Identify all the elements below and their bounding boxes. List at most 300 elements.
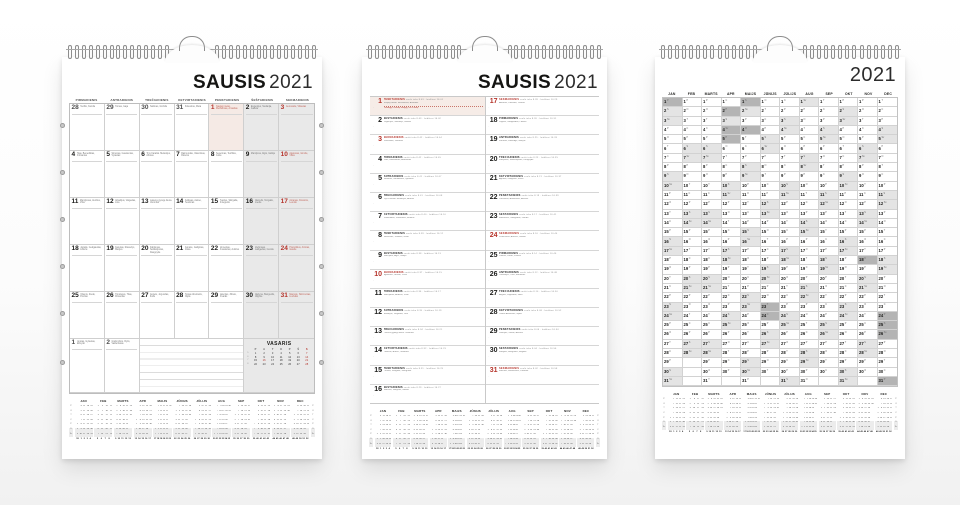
mini-day: 7	[452, 433, 454, 436]
mini-month-column	[800, 392, 817, 444]
weekday-letter: O	[705, 173, 708, 177]
moon-week-mark: ◦	[373, 279, 374, 282]
day-number: 23	[820, 303, 825, 309]
weekday-letter: P	[844, 322, 847, 326]
day-number: 17	[781, 247, 786, 253]
weekday-letter-column	[596, 409, 600, 461]
weekday-letter: P	[786, 266, 788, 270]
planner-day-cell	[741, 163, 761, 172]
mini-day: 27	[184, 433, 188, 438]
mini-day: 22	[222, 433, 225, 438]
mini-month-column	[467, 409, 484, 461]
day-number: 26	[839, 331, 845, 337]
mini-day: 24	[440, 438, 443, 443]
planner-day-cell	[800, 182, 820, 191]
mini-day: 29	[165, 428, 168, 433]
weekday-letter: T	[766, 303, 769, 307]
planner-day-cell	[683, 265, 703, 274]
day-number: 17	[761, 247, 767, 253]
day-number: 7	[664, 154, 667, 160]
day-number: 27	[820, 340, 825, 346]
mini-day: 30	[460, 443, 463, 448]
weekday-letter: T	[688, 312, 691, 316]
day-cell-head	[246, 105, 277, 115]
day-number: 30	[820, 368, 825, 374]
mini-day: 15	[864, 398, 867, 401]
weekday-letter: S	[666, 108, 669, 112]
weekday-letter: T	[597, 424, 599, 427]
weekday-letter: P	[883, 377, 886, 381]
day-number: 25	[859, 322, 864, 328]
planner-day-cell	[702, 219, 722, 228]
planner-day-cell	[761, 117, 784, 126]
mini-day: 22	[533, 424, 536, 427]
day-number: 11	[722, 192, 727, 198]
mini-day: 20	[496, 419, 499, 422]
mini-month-table	[485, 415, 502, 447]
day-number: 25	[71, 292, 79, 299]
binding-loops-right	[213, 45, 318, 59]
wire-loop-icon	[137, 45, 141, 59]
mini-month-name: MAIJS	[451, 409, 462, 413]
mini-day: 23	[773, 407, 776, 410]
mini-day: 10	[137, 428, 141, 433]
hanger-hook-icon	[455, 33, 515, 59]
planner-day-cell	[839, 117, 862, 126]
day-cell-head	[72, 199, 103, 209]
wire-loop-icon	[236, 45, 240, 59]
planner-day-cell	[663, 293, 683, 302]
mini-day: 10	[526, 433, 529, 436]
day-number: 29	[781, 359, 786, 365]
planner-day-cell	[800, 117, 823, 126]
mini-day: 29	[515, 443, 518, 448]
wire-loop-icon	[810, 45, 814, 59]
mini-day: 29	[720, 398, 723, 401]
day-number: 19	[800, 266, 806, 272]
day-number: 24	[859, 312, 864, 318]
day-cell	[140, 292, 175, 339]
mini-month-table	[114, 405, 132, 437]
week-number: 30	[207, 438, 210, 441]
week-number: 48	[578, 448, 581, 451]
planner-day-cell	[780, 200, 800, 209]
name-days: Genovaitė, Viltautas	[383, 140, 404, 143]
day-number: 18	[820, 257, 825, 263]
mini-day: 15	[419, 415, 422, 417]
day-entry-body	[499, 252, 597, 269]
weekday-and-sun: PIRMADIENIS saulė teka 8.26 · leidžiasi 16.31	[499, 117, 557, 121]
name-days: Grabnyčios. Rytis, Valdemaras	[111, 340, 131, 346]
weekday-letter: Sv	[844, 377, 848, 381]
day-number: 1	[71, 339, 76, 346]
week-number: 13	[134, 438, 138, 441]
weekday-letter: Sv	[727, 322, 731, 326]
mini-day	[165, 433, 171, 441]
mini-day: 24	[166, 405, 169, 407]
weekday-letter: P	[883, 182, 886, 186]
day-number: 27	[489, 289, 498, 297]
mini-day: 26	[302, 433, 306, 438]
mini-day: 15	[260, 423, 263, 426]
planner-day-cell	[878, 219, 898, 228]
mini-day-number: 21	[305, 359, 309, 363]
mini-day: 12	[526, 443, 529, 448]
day-number: 29	[703, 359, 708, 365]
wire-loop-icon	[549, 45, 553, 59]
day-number: 15	[703, 229, 708, 235]
planner-day-cell	[780, 144, 800, 153]
mini-day: 19	[529, 443, 532, 448]
mini-day: 15	[509, 443, 512, 448]
planner-day-cell	[800, 126, 823, 135]
mini-day: 8	[693, 398, 696, 401]
planner-day-cell	[663, 126, 683, 135]
planner-day-cell	[761, 275, 781, 284]
day-number: 10	[683, 182, 689, 188]
wire-loop-icon	[222, 45, 226, 59]
mini-month-name: OKT	[257, 399, 265, 403]
mini-day: 27	[890, 398, 893, 401]
day-cell-head	[281, 105, 313, 115]
day-cell	[70, 198, 105, 245]
day-number: 17	[683, 247, 689, 253]
weekday-letter: S	[688, 275, 691, 279]
week-number: 17	[443, 448, 446, 451]
day-number: 2	[245, 104, 250, 111]
day-entry	[370, 270, 485, 289]
day-number: 28	[761, 350, 767, 356]
day-cell	[105, 339, 140, 393]
mini-day: 11	[137, 433, 141, 438]
mini-day: 27	[225, 423, 228, 426]
mini-day: 18	[141, 433, 145, 438]
mini-day: 26	[149, 405, 152, 407]
week-number: 6	[398, 448, 401, 451]
planner-day-cell	[819, 98, 839, 107]
mini-day: 24	[811, 402, 815, 405]
planner-day-cell	[761, 144, 784, 153]
day-number: 8	[664, 164, 667, 170]
mini-day: 1	[175, 409, 177, 412]
day-number: 3	[664, 117, 667, 123]
planner-day-cell	[839, 349, 859, 358]
day-number: 30	[859, 368, 864, 374]
planner-day-cell	[780, 368, 800, 377]
week-numbers-row	[875, 431, 892, 433]
mini-day: 14	[548, 428, 551, 431]
weekday-and-sun: PENKTADIENIS saulė teka 8.43 · leidžiasi 16.01	[383, 98, 444, 101]
sun-times: saulė teka 8.12 · leidžiasi 16.48	[519, 271, 558, 274]
mini-day: 31	[228, 409, 231, 412]
day-number: 22	[878, 294, 884, 300]
mini-day: 29	[871, 398, 874, 401]
day-number: 21	[176, 245, 184, 252]
mini-day: 15	[732, 411, 735, 414]
day-cell-head	[281, 246, 313, 256]
wire-loop-icon	[229, 45, 233, 59]
wire-loop-icon	[838, 45, 842, 59]
name-days: Martyna, Banguolis, Milgintė	[499, 351, 527, 354]
week-numbers-row	[485, 448, 502, 450]
planner-day-cell	[683, 98, 706, 107]
day-number: 9	[820, 173, 823, 179]
wire-loop-icon	[556, 45, 560, 59]
weekday-letter: P	[864, 229, 866, 233]
mini-day: 27	[699, 421, 703, 426]
mini-day: 5	[413, 433, 415, 436]
mini-day: 13	[675, 407, 678, 410]
week-number: 4	[681, 431, 684, 434]
mini-day: 29	[755, 421, 758, 426]
weekday-letter: P	[805, 368, 808, 372]
week-number: 12	[124, 438, 128, 441]
day-number: 12	[878, 201, 884, 207]
day-number: 19	[820, 266, 825, 272]
planner-day-cell	[702, 293, 722, 302]
day-cell-head	[106, 293, 137, 303]
weekday-letter: P	[844, 256, 847, 260]
day-number: 11	[374, 289, 382, 297]
planner-day-cell	[800, 107, 823, 116]
mini-day: 17	[200, 428, 204, 433]
mini-day: 8	[257, 423, 260, 426]
name-days: Fabijonas, Sebastijonas, Daugvydė	[499, 159, 534, 162]
mini-day: 27	[536, 415, 540, 417]
week-number: 17	[153, 438, 157, 441]
day-number: 13	[664, 210, 669, 216]
mini-day: 26	[444, 415, 447, 417]
month-label: DEC	[884, 91, 893, 96]
planner-day-cell	[878, 340, 898, 349]
week-number: 43	[554, 448, 557, 451]
weekday-letter: S	[803, 154, 806, 158]
day-number: 9	[800, 173, 803, 179]
mini-day: 10	[471, 428, 474, 431]
mini-day: 27	[477, 443, 480, 448]
mini-day: 5	[673, 402, 675, 405]
name-days: Trys Karaliai. Melanijus, Arūnas	[383, 197, 415, 200]
mini-day: 31	[307, 423, 310, 426]
mini-day: 17	[280, 414, 283, 417]
day-number: 5	[683, 136, 686, 142]
weekday-label: SEKMADIENIS	[285, 98, 309, 102]
weekday-letter: C	[725, 164, 728, 168]
mini-day: 28	[422, 443, 425, 448]
mini-day: 3	[217, 409, 219, 412]
weekday-and-sun: ŠEŠTADIENIS saulė teka 8.43 · leidžiasi 16.02	[383, 117, 441, 121]
sun-times: saulė teka 8.31 · leidžiasi 16.25	[405, 367, 444, 370]
weekday-letter: O	[861, 173, 864, 177]
mini-day: 20	[103, 428, 108, 433]
mini-month-name: MARTS	[414, 409, 426, 413]
sun-times: saulė teka 8.43 · leidžiasi 16.02	[403, 118, 441, 121]
mini-month-column	[856, 392, 873, 444]
mini-day: 14	[83, 418, 86, 421]
week-number: 6	[100, 438, 102, 441]
mini-month-column	[559, 409, 576, 461]
week-number: 45	[563, 448, 566, 451]
mini-day: 15	[403, 415, 406, 417]
mini-day: 10	[415, 424, 419, 427]
week-number: 40	[256, 438, 259, 441]
weekday-letter: S	[666, 173, 669, 177]
mini-day: 6	[546, 424, 548, 427]
mini-day: 5	[546, 419, 548, 422]
day-entry-body	[499, 98, 597, 115]
mini-day: 26	[407, 433, 410, 436]
week-number: 44	[272, 438, 275, 441]
mini-day: 6	[583, 415, 585, 417]
planner-day-cell	[722, 284, 742, 293]
weekday-letter: P	[686, 136, 689, 140]
weekday-letter: Sv	[708, 284, 712, 288]
day-number: 18	[664, 257, 669, 263]
mini-day: 23	[126, 409, 129, 412]
day-number: 7	[781, 154, 784, 160]
mini-day: 28	[515, 438, 518, 443]
weekday-letter: Sv	[766, 340, 770, 344]
mini-day: 14	[732, 407, 735, 410]
mini-day: 2	[783, 416, 785, 419]
mini-month-name: OKT	[545, 409, 553, 413]
mini-day: 7	[786, 407, 788, 410]
mini-day: 22	[701, 398, 704, 401]
planner-day-cell	[780, 191, 800, 200]
week-number: 26	[775, 431, 779, 434]
day-entry	[486, 231, 600, 250]
week-number: 31	[802, 431, 806, 434]
day-number: 14	[878, 219, 884, 225]
mini-day: 20	[222, 423, 225, 426]
weekday-letter: P	[312, 423, 314, 426]
day-number: 17	[859, 247, 864, 253]
day-number: 25	[664, 322, 669, 328]
mini-day: 5	[435, 415, 437, 417]
week-number: 13	[724, 431, 728, 434]
weekday-letter: O	[727, 340, 730, 344]
day-cell	[244, 151, 279, 198]
mini-day: 8	[786, 411, 788, 414]
mini-month-column	[272, 399, 290, 451]
day-number: 18	[742, 257, 747, 263]
mini-day: 20	[735, 402, 739, 405]
weekday-letter: P	[803, 173, 806, 177]
planner-day-cell	[839, 163, 862, 172]
mini-day: 18	[492, 443, 495, 448]
planner-day-cell	[800, 256, 820, 265]
mini-day: 14	[454, 433, 457, 436]
weekday-letter: Sv	[803, 164, 807, 168]
planner-day-cell	[800, 228, 820, 237]
weekday-letter: C	[864, 191, 866, 195]
mini-day: 5	[452, 424, 454, 427]
mini-day: 2	[707, 402, 709, 405]
planner-day-cell	[839, 219, 859, 228]
weekday-letter: S	[881, 126, 884, 130]
mini-day: 22	[204, 418, 208, 421]
day-number: 23	[664, 303, 669, 309]
mini-day: 16	[732, 416, 735, 419]
weekday-letter: C	[786, 229, 788, 233]
day-number: 20	[141, 245, 149, 252]
mini-day: 19	[385, 419, 389, 422]
wire-loop-icon	[89, 45, 93, 59]
week-number: 26	[480, 448, 483, 451]
mini-day: 13	[529, 415, 533, 417]
wire-loop-icon	[243, 45, 247, 59]
mini-day: 10	[805, 402, 809, 405]
mini-day: 31	[795, 421, 798, 426]
day-number: 26	[859, 331, 864, 337]
day-entry	[370, 135, 485, 154]
mini-day: 16	[749, 426, 752, 431]
mini-day: 21	[566, 443, 569, 448]
weekday-letter: S	[747, 359, 749, 363]
weekday-letter: Sv	[688, 349, 692, 353]
weekday-letter: T	[764, 108, 766, 112]
mini-day: 18	[200, 433, 204, 438]
week-number: 11	[418, 448, 421, 451]
day-cell-head	[176, 293, 207, 303]
planner-day-cell	[878, 303, 898, 312]
week-numbers-row	[705, 431, 722, 433]
mini-day	[535, 443, 539, 451]
mini-day: 13	[509, 433, 513, 436]
weekday-letter: Sv	[669, 377, 673, 381]
week-number: 26	[193, 438, 197, 441]
weekday-letter: O	[764, 164, 767, 168]
mini-month-column	[375, 409, 392, 461]
weekday-letter: S	[864, 210, 866, 214]
mini-day: 26	[515, 428, 518, 431]
weekday-letter: P	[747, 247, 749, 251]
empty-cell	[683, 377, 703, 386]
planner-day-cell	[819, 182, 839, 191]
mini-day: 18	[181, 423, 184, 426]
weekday-letter: O	[705, 108, 708, 112]
weekday-letter: O	[747, 256, 750, 260]
weekday-letter: P	[747, 284, 749, 288]
week-numbers-row	[686, 431, 703, 433]
weekday-letter: Sv	[708, 219, 712, 223]
mini-day: 15	[454, 438, 457, 443]
mini-day: 26	[477, 438, 480, 443]
weekday-letter: P	[727, 266, 730, 270]
mini-day: 28	[225, 428, 228, 433]
planner-day-cell	[663, 200, 683, 209]
mini-day: 2	[136, 423, 138, 426]
mini-day: 18	[788, 426, 791, 431]
weekday-letter: C	[705, 126, 708, 130]
mini-day: 22	[551, 433, 555, 436]
planner-day-cell	[722, 358, 742, 367]
mini-month-name: JAN	[80, 399, 87, 403]
planner-day-cell	[702, 265, 722, 274]
sun-times: saulė teka 8.25 · leidžiasi 16.33	[519, 137, 558, 140]
week-number: 30	[212, 438, 216, 441]
mini-day: 16	[419, 419, 422, 422]
planner-day-cell	[663, 368, 683, 377]
weekday-letter: T	[725, 154, 727, 158]
mini-week-row	[247, 363, 311, 367]
mini-day: 14	[585, 419, 588, 422]
day-number: 30	[878, 368, 884, 374]
week-number: 19	[454, 448, 457, 451]
mini-day: 13	[160, 418, 163, 421]
mini-day: 6	[729, 402, 732, 405]
mini-day: 14	[240, 409, 244, 412]
